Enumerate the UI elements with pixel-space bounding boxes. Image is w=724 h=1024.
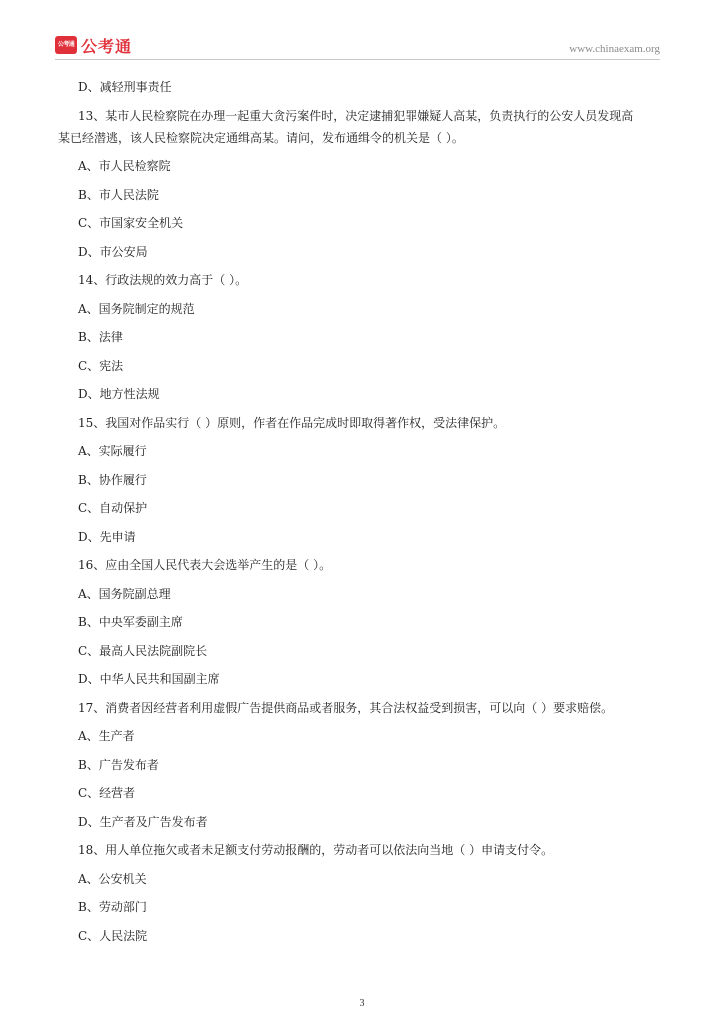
question-13-line-1: 13、某市人民检察院在办理一起重大贪污案件时，决定逮捕犯罪嫌疑人高某，负责执行的公安人员发现高 <box>78 108 634 123</box>
option-17-c: C、经营者 <box>78 786 136 800</box>
option-16-a: A、国务院副总理 <box>78 586 171 601</box>
option-13-prev-d: D、减轻刑事责任 <box>78 80 172 94</box>
document-body <box>58 78 670 955</box>
question-13 <box>58 107 670 147</box>
option-15-d: D、先申请 <box>78 529 136 544</box>
option-13-c: C、市国家安全机关 <box>78 216 184 230</box>
question-13-line-2: 某已经潜逃，该人民检察院决定通缉高某。请问，发布通缉令的机关是（ ）。 <box>58 130 464 145</box>
question-16: 16、应由全国人民代表大会选举产生的是（ ）。 <box>78 558 332 572</box>
option-13-b: B、市人民法院 <box>78 187 159 202</box>
option-17-d: D、生产者及广告发布者 <box>78 814 208 829</box>
site-url[interactable]: www.chinaexam.org <box>569 43 660 55</box>
option-16-c: C、最高人民法院副院长 <box>78 643 208 658</box>
option-17-a: A、生产者 <box>78 729 135 743</box>
logo-badge-icon: 公考通 <box>55 36 77 54</box>
logo-text: 公考通 <box>81 36 133 56</box>
page-number: 3 <box>359 998 365 1009</box>
option-18-c: C、人民法院 <box>78 928 148 943</box>
option-14-c: C、宪法 <box>78 358 124 373</box>
option-13-a: A、市人民检察院 <box>78 159 171 173</box>
option-16-b: B、中央军委副主席 <box>78 615 183 629</box>
question-17: 17、消费者因经营者利用虚假广告提供商品或者服务，其合法权益受到损害，可以向（ ）要求赔偿。 <box>78 700 614 715</box>
option-14-b: B、法律 <box>78 330 123 344</box>
option-15-b: B、协作履行 <box>78 472 147 487</box>
option-18-b: B、劳动部门 <box>78 900 147 914</box>
option-14-d: D、地方性法规 <box>78 387 160 401</box>
option-15-c: C、自动保护 <box>78 501 148 515</box>
question-18: 18、用人单位拖欠或者未足额支付劳动报酬的，劳动者可以依法向当地（ ）申请支付令。 <box>78 843 554 857</box>
page-header <box>55 33 660 60</box>
option-16-d: D、中华人民共和国副主席 <box>78 672 220 686</box>
option-13-d: D、市公安局 <box>78 244 148 259</box>
question-15: 15、我国对作品实行（ ）原则，作者在作品完成时即取得著作权，受法律保护。 <box>78 415 506 430</box>
option-17-b: B、广告发布者 <box>78 757 159 772</box>
option-15-a: A、实际履行 <box>78 444 147 458</box>
question-14: 14、行政法规的效力高于（ ）。 <box>78 273 248 287</box>
option-18-a: A、公安机关 <box>78 871 147 886</box>
option-14-a: A、国务院制定的规范 <box>78 301 195 316</box>
site-logo[interactable] <box>55 35 132 55</box>
